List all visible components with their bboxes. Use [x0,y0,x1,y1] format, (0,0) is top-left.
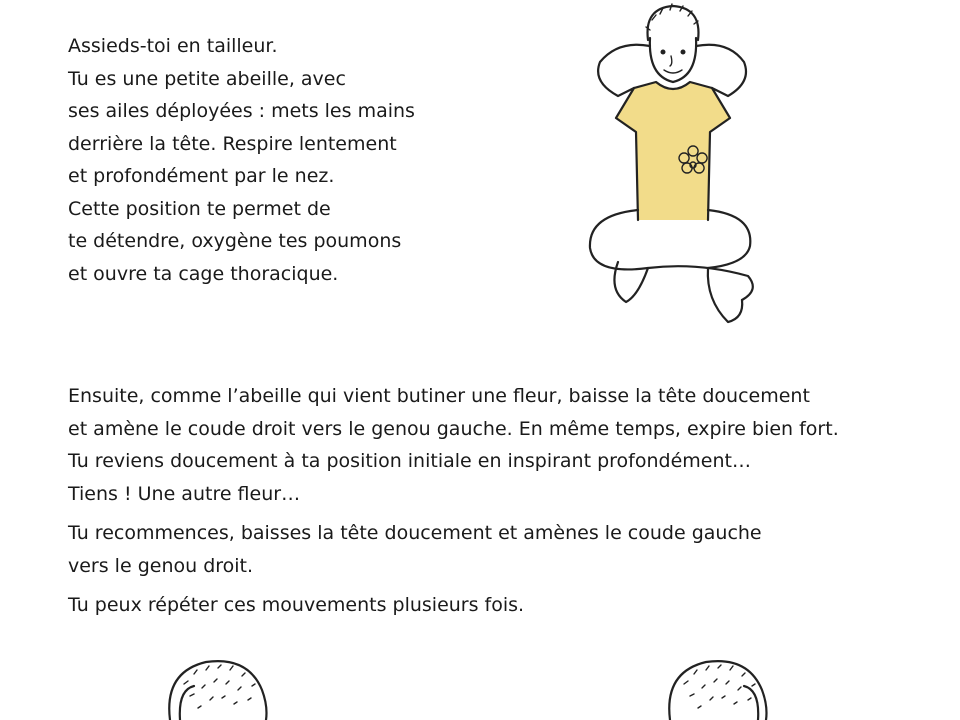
intro-line: ses ailes déployées : mets les mains [68,100,415,122]
intro-line: et profondément par le nez. [68,165,335,187]
child-head-illustration-left [150,650,290,720]
paragraph [68,589,938,622]
child-head-illustration-right [650,650,790,720]
intro-line: et ouvre ta cage thoracique. [68,262,339,285]
paragraph-line: et amène le coude droit vers le genou gauche. En même temps, expire bien fort. [68,417,839,440]
paragraph-line: Tiens ! Une autre fleur… [68,482,301,505]
intro-text [68,30,488,290]
paragraph-line: vers le genou droit. [68,554,254,577]
paragraph-line: Ensuite, comme l’abeille qui vient butiner une fleur, baisse la tête doucement [68,385,810,407]
child-sitting-illustration [578,0,758,330]
intro-line: Assieds-toi en tailleur. [68,35,278,57]
intro-line: te détendre, oxygène tes poumons [68,230,402,252]
intro-line: derrière la tête. Respire lentement [68,132,397,155]
main-text [68,380,938,629]
paragraph-line: Tu reviens doucement à ta position initiale en inspirant profondément… [68,450,751,472]
intro-line: Tu es une petite abeille, avec [68,67,346,90]
paragraph-line: Tu peux répéter ces mouvements plusieurs fois. [68,594,525,616]
paragraph-line: Tu recommences, baisses la tête doucement et amènes le coude gauche [68,522,762,544]
paragraph [68,380,938,510]
intro-line: Cette position te permet de [68,197,331,220]
paragraph [68,517,938,582]
